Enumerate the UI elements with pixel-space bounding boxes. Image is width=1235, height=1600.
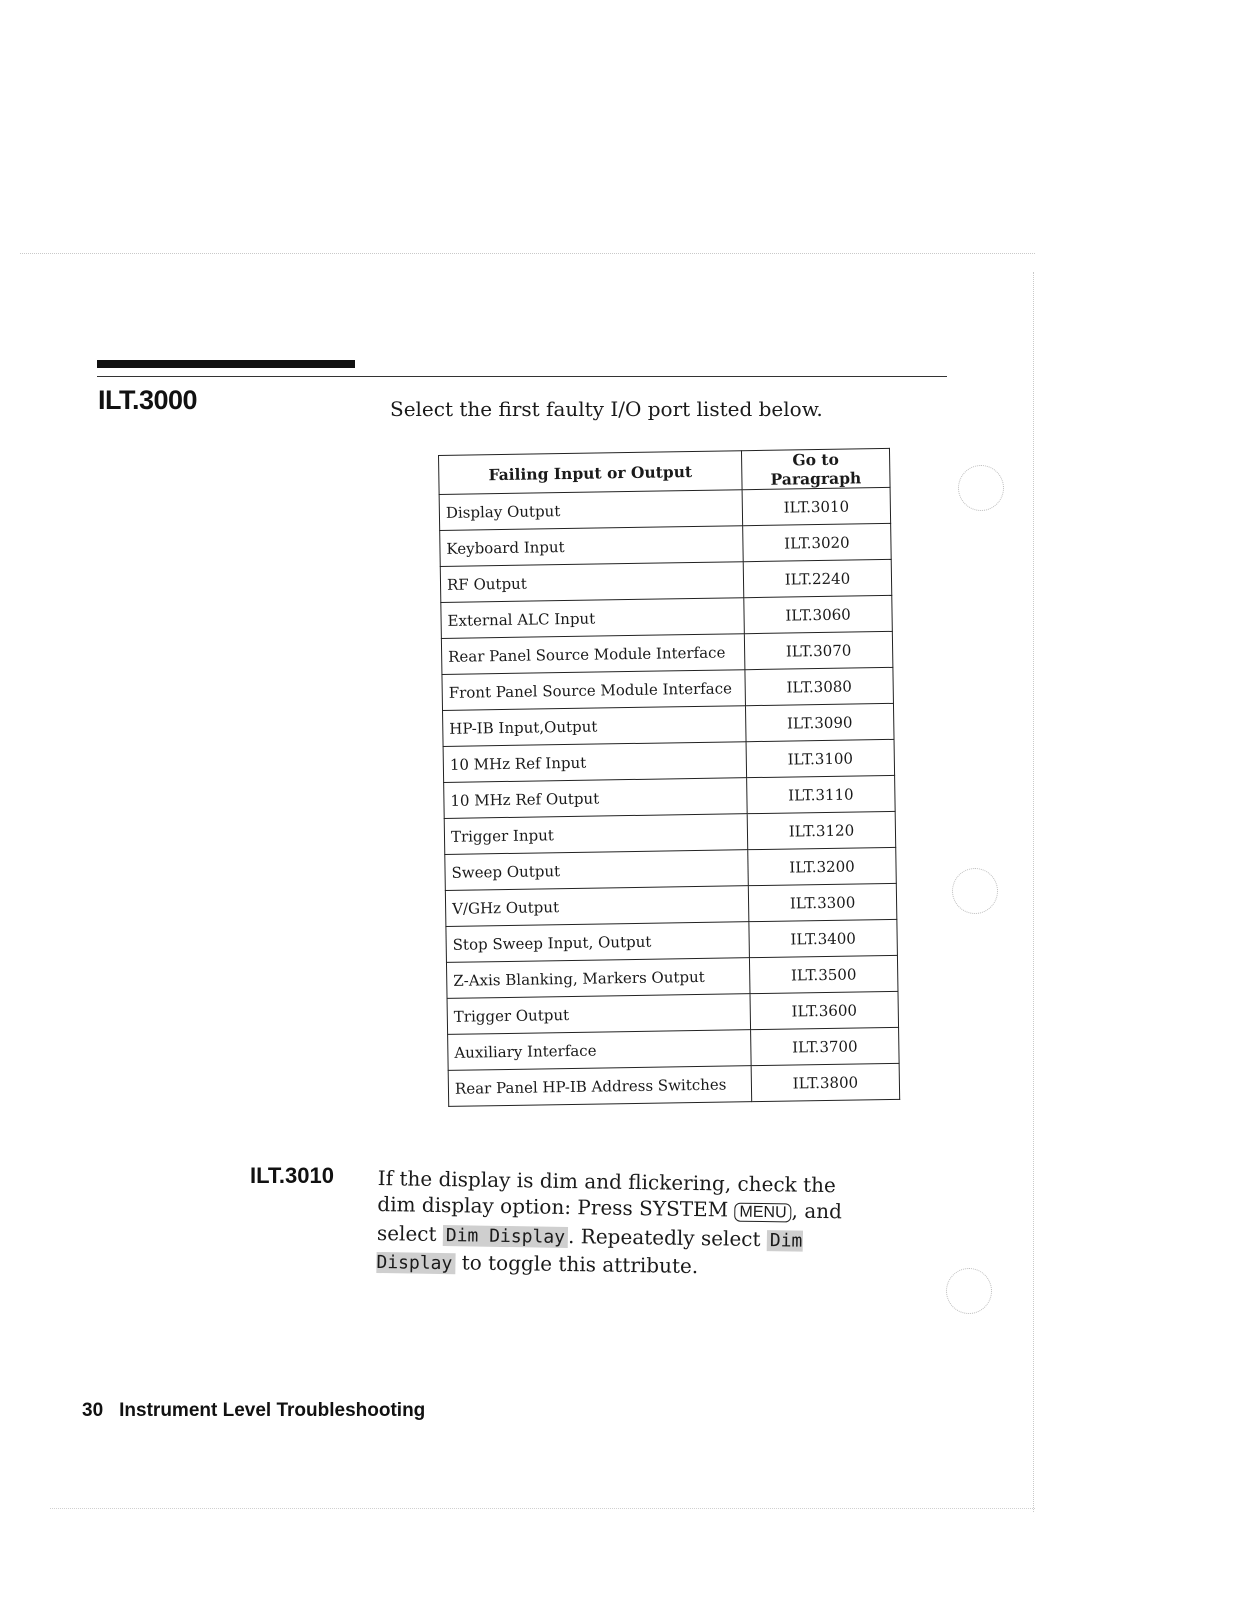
paragraph-ref-cell: ILT.3020 <box>743 523 892 561</box>
failing-io-cell: Front Panel Source Module Interface <box>442 670 746 711</box>
failing-io-cell: 10 MHz Ref Output <box>444 778 748 819</box>
section-intro-text: Select the first faulty I/O port listed below. <box>390 397 823 421</box>
column-header-go-to-paragraph: Go to Paragraph <box>741 448 890 489</box>
paragraph-ref-cell: ILT.3090 <box>745 703 894 741</box>
page-number: 30 <box>82 1400 104 1421</box>
para-text-1: If the display is dim and flickering, check the dim display option: Press SYSTEM <box>377 1165 837 1222</box>
failing-io-cell: Keyboard Input <box>440 526 744 567</box>
paragraph-ref-cell: ILT.3110 <box>747 775 896 813</box>
failing-io-cell: Trigger Output <box>447 994 751 1035</box>
table-body <box>439 487 900 1106</box>
failing-io-cell: V/GHz Output <box>445 886 749 927</box>
dim-display-softkey: Dim Display <box>443 1225 569 1248</box>
failing-io-cell: External ALC Input <box>441 598 745 639</box>
paragraph-ref-cell: ILT.3500 <box>749 955 898 993</box>
page-edge-right <box>1033 272 1034 1512</box>
failing-io-cell: Stop Sweep Input, Output <box>446 922 750 963</box>
punch-hole-top <box>958 465 1004 511</box>
header-rule-thin <box>97 376 947 377</box>
para-text-4: to toggle this attribute. <box>455 1250 699 1279</box>
punch-hole-middle <box>952 868 998 914</box>
paragraph-ref-cell: ILT.3300 <box>748 883 897 921</box>
failing-io-cell: Rear Panel HP-IB Address Switches <box>448 1066 752 1107</box>
menu-hardkey: MENU <box>734 1203 791 1223</box>
page-edge-bottom <box>50 1508 1035 1509</box>
paragraph-ref-cell: ILT.2240 <box>743 559 892 597</box>
failing-io-cell: Sweep Output <box>445 850 749 891</box>
dim-display-softkey-repeat: Dim Display <box>376 1230 803 1275</box>
failing-io-cell: Z-Axis Blanking, Markers Output <box>446 958 750 999</box>
header-rule-thick <box>97 360 355 368</box>
paragraph-ref-cell: ILT.3070 <box>744 631 893 669</box>
column-header-failing-io: Failing Input or Output <box>439 451 743 495</box>
footer-title: Instrument Level Troubleshooting <box>119 1400 426 1421</box>
section-ilt3010-paragraph <box>376 1165 878 1284</box>
page-edge-top <box>20 253 1035 254</box>
failing-io-cell: HP-IB Input,Output <box>443 706 747 747</box>
punch-hole-bottom <box>946 1268 992 1314</box>
paragraph-ref-cell: ILT.3080 <box>745 667 894 705</box>
failing-io-cell: Rear Panel Source Module Interface <box>441 634 745 675</box>
paragraph-ref-cell: ILT.3120 <box>747 811 896 849</box>
paragraph-ref-cell: ILT.3400 <box>749 919 898 957</box>
failing-io-cell: Trigger Input <box>444 814 748 855</box>
paragraph-ref-cell: ILT.3600 <box>750 991 899 1029</box>
paragraph-ref-cell: ILT.3200 <box>748 847 897 885</box>
section-heading-ilt3010: ILT.3010 <box>250 1163 334 1188</box>
table-row <box>448 1063 900 1106</box>
failing-io-cell: RF Output <box>440 562 744 603</box>
table-header-row <box>439 448 891 494</box>
paragraph-ref-cell: ILT.3060 <box>744 595 893 633</box>
paragraph-ref-cell: ILT.3800 <box>751 1063 900 1101</box>
paragraph-ref-cell: ILT.3100 <box>746 739 895 777</box>
para-text-3: . Repeatedly select <box>567 1223 768 1252</box>
failing-io-cell: 10 MHz Ref Input <box>443 742 747 783</box>
io-port-table <box>438 448 900 1107</box>
section-heading-ilt3000: ILT.3000 <box>98 385 198 415</box>
para-text-2: , and select <box>376 1198 843 1247</box>
failing-io-cell: Auxiliary Interface <box>448 1030 752 1071</box>
paragraph-ref-cell: ILT.3010 <box>742 487 891 525</box>
page-footer <box>82 1400 425 1422</box>
paragraph-ref-cell: ILT.3700 <box>751 1027 900 1065</box>
failing-io-cell: Display Output <box>439 490 743 531</box>
